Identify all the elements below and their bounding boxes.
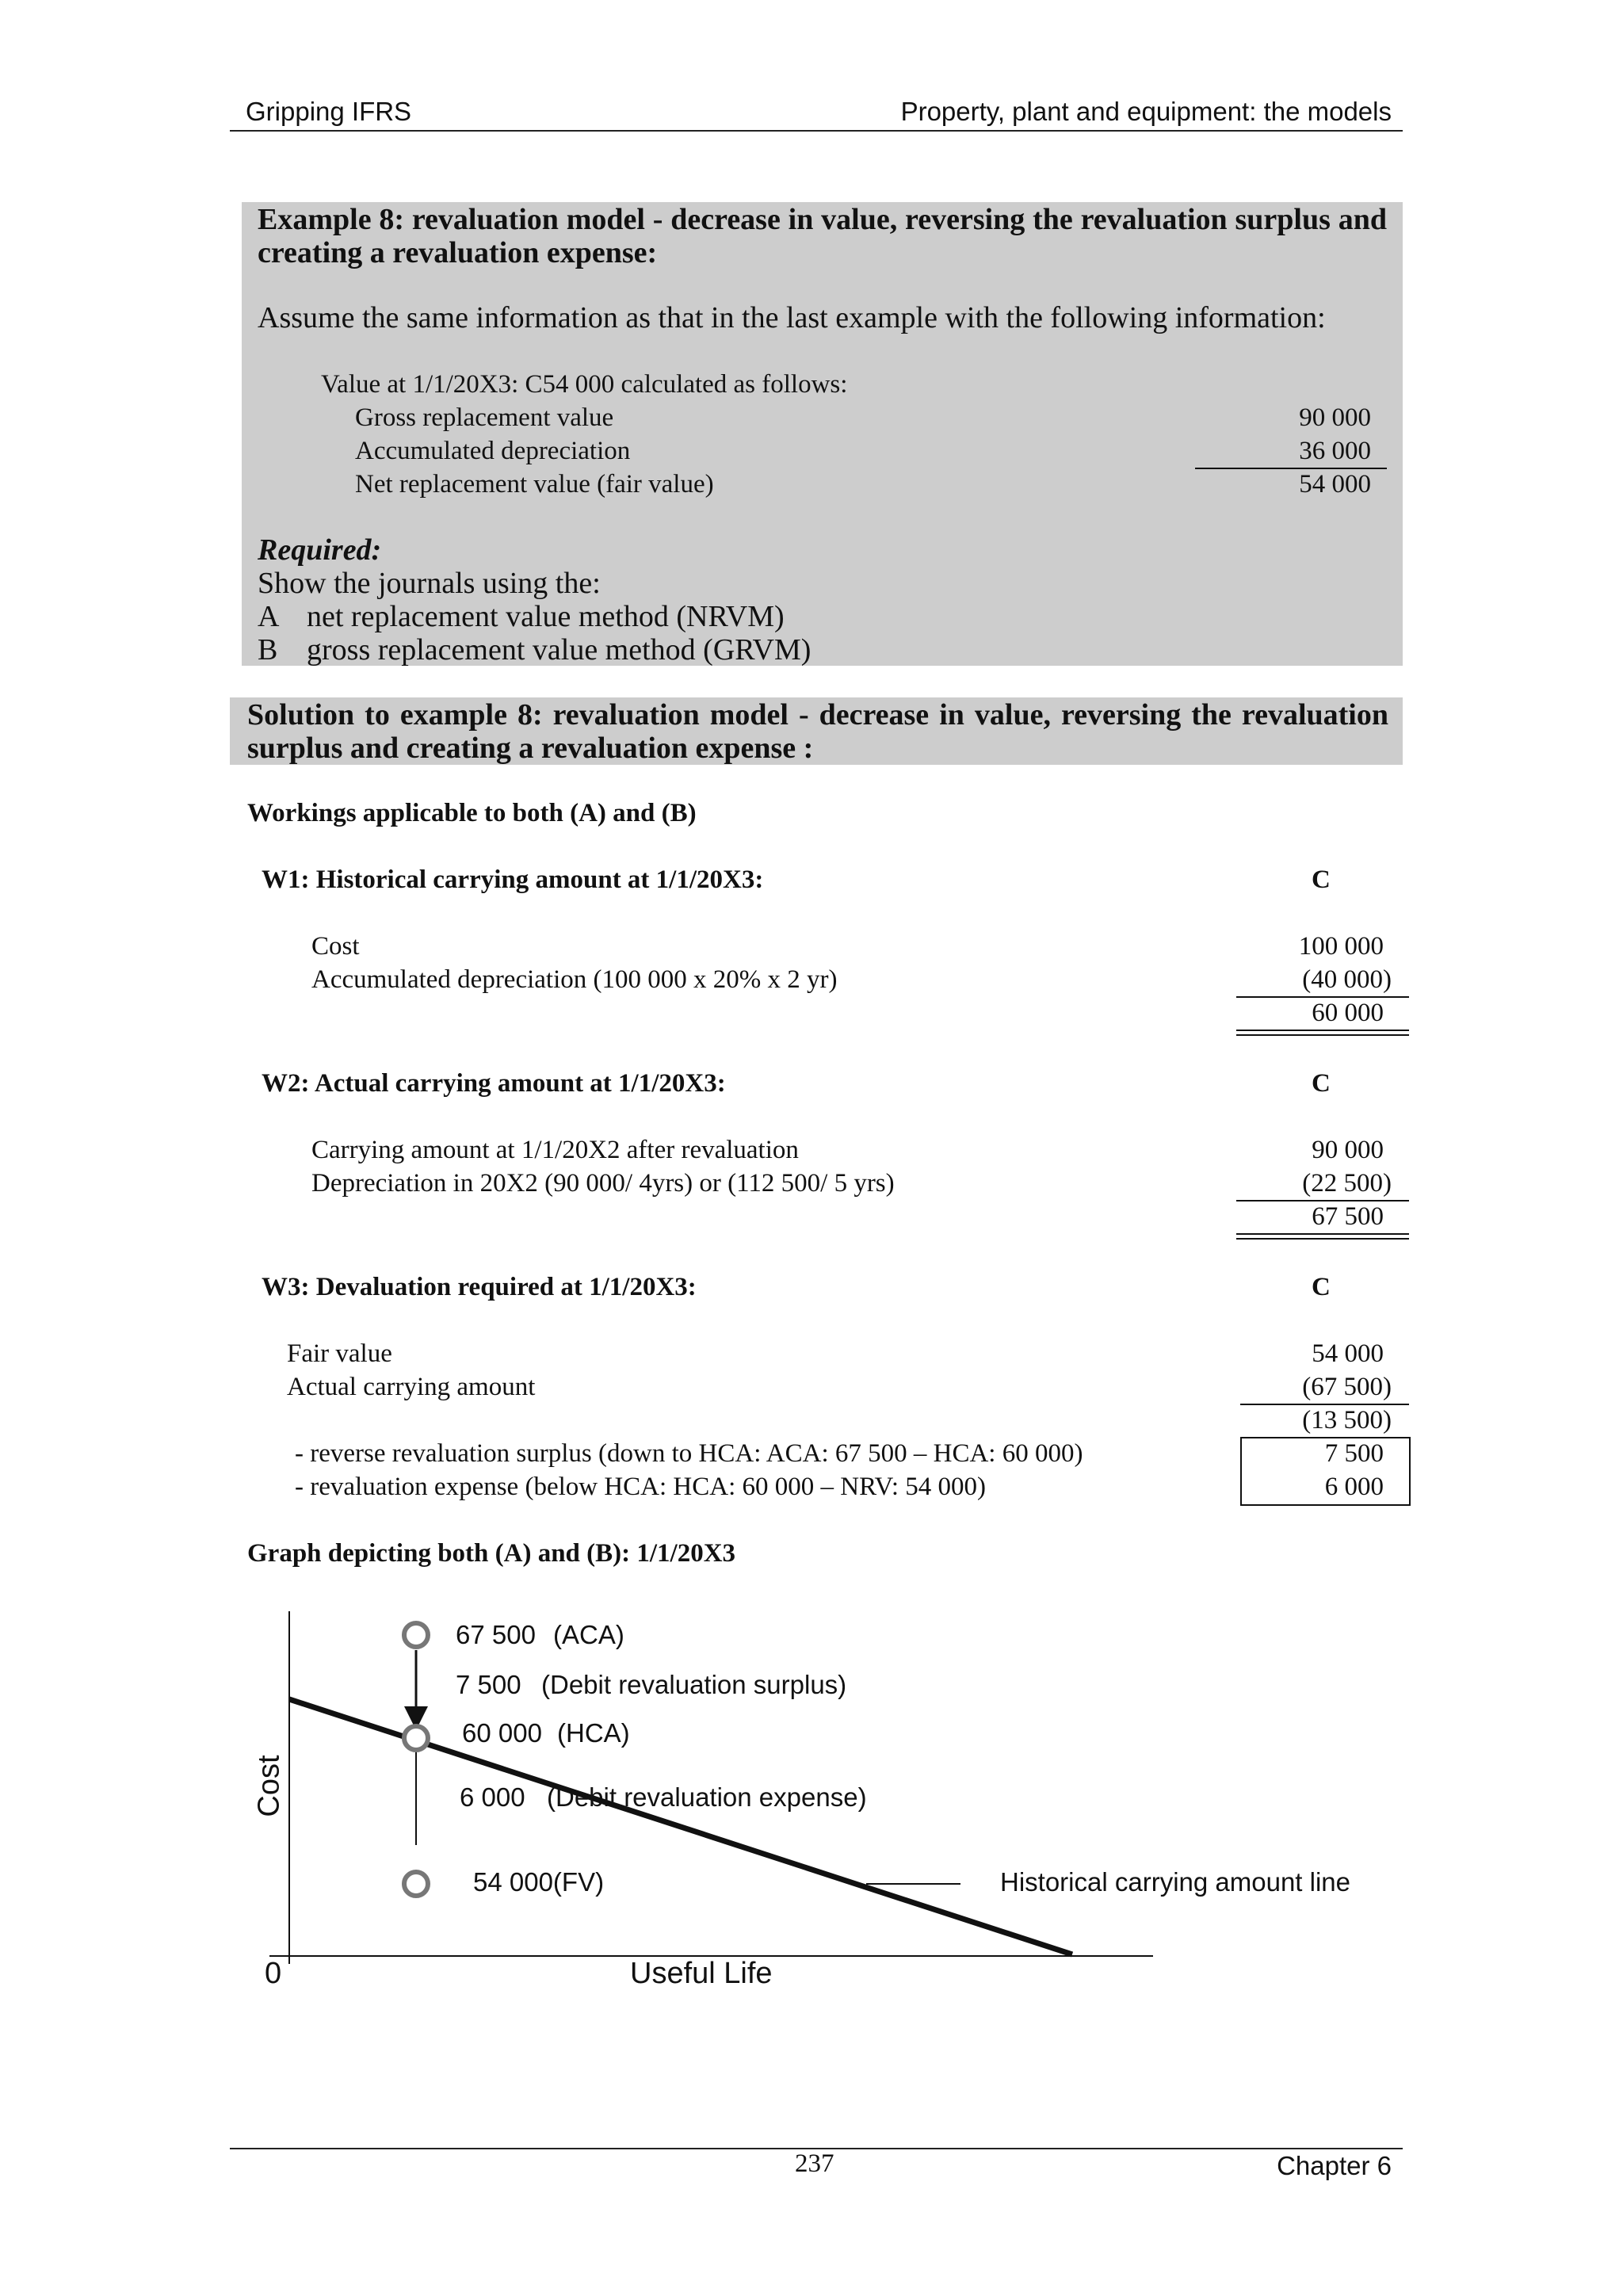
- w3-surplus-label: - reverse revaluation surplus (down to HCA: ACA: 67 500 – HCA: 60 000): [295, 1439, 1083, 1468]
- w2-carrying-label: Carrying amount at 1/1/20X2 after revaluation: [311, 1136, 799, 1164]
- w1-currency: C: [1312, 865, 1331, 894]
- gross-replacement-label: Gross replacement value: [355, 403, 614, 432]
- aca-value: 67 500: [456, 1620, 536, 1649]
- w3-total: (13 500): [1302, 1406, 1392, 1435]
- w3-currency: C: [1312, 1273, 1331, 1301]
- expense-value: 6 000: [460, 1782, 525, 1812]
- w2-depreciation-label: Depreciation in 20X2 (90 000/ 4yrs) or (112 500/ 5 yrs): [311, 1169, 895, 1198]
- w2-depreciation-value: (22 500): [1302, 1169, 1392, 1198]
- w1-heading: W1: Historical carrying amount at 1/1/20X3:: [262, 865, 764, 894]
- w3-expense-value: 6 000: [1324, 1473, 1384, 1501]
- w3-actual-carrying-label: Actual carrying amount: [287, 1373, 536, 1401]
- hca-value: 60 000: [462, 1718, 542, 1748]
- aca-label: (ACA): [553, 1620, 624, 1649]
- w2-carrying-value: 90 000: [1312, 1136, 1384, 1164]
- required-label: Required:: [258, 533, 382, 567]
- w1-total: 60 000: [1312, 999, 1384, 1027]
- w3-actual-carrying-value: (67 500): [1302, 1373, 1392, 1401]
- w2-total: 67 500: [1312, 1202, 1384, 1231]
- value-line: Value at 1/1/20X3: C54 000 calculated as follows:: [321, 370, 848, 399]
- accum-dep-label: Accumulated depreciation: [355, 437, 631, 465]
- required-text: Show the journals using the:: [258, 567, 601, 600]
- graph-heading: Graph depicting both (A) and (B): 1/1/20X3: [247, 1539, 736, 1568]
- w3-expense-label: - revaluation expense (below HCA: HCA: 60 000 – NRV: 54 000): [295, 1473, 987, 1501]
- surplus-label: (Debit revaluation surplus): [541, 1670, 847, 1699]
- line-label: Historical carrying amount line: [1000, 1867, 1351, 1897]
- fv-marker: [404, 1872, 428, 1896]
- fv-label: 54 000(FV): [473, 1867, 605, 1897]
- w2-currency: C: [1312, 1069, 1331, 1098]
- workings-heading: Workings applicable to both (A) and (B): [247, 799, 697, 827]
- hca-marker: [404, 1726, 428, 1750]
- y-axis-label: Cost: [252, 1755, 286, 1817]
- hca-label: (HCA): [557, 1718, 630, 1748]
- header-right: Property, plant and equipment: the models: [900, 97, 1392, 126]
- w1-cost-value: 100 000: [1298, 932, 1384, 961]
- expense-label: (Debit revaluation expense): [547, 1782, 867, 1812]
- example-title: Example 8: revaluation model - decrease in value, reversing the revaluation surplus and creating a revaluation expense:: [258, 203, 1387, 269]
- aca-marker: [404, 1623, 428, 1647]
- w1-cost-label: Cost: [311, 932, 360, 961]
- header-left: Gripping IFRS: [246, 97, 412, 126]
- option-b-text: gross replacement value method (GRVM): [307, 633, 812, 667]
- w2-heading: W2: Actual carrying amount at 1/1/20X3:: [262, 1069, 726, 1098]
- w1-accum-dep-label: Accumulated depreciation (100 000 x 20% x 2 yr): [311, 965, 838, 994]
- option-a-text: net replacement value method (NRVM): [307, 600, 785, 633]
- w3-surplus-value: 7 500: [1324, 1439, 1384, 1468]
- w1-accum-dep-value: (40 000): [1302, 965, 1392, 994]
- example-intro: Assume the same information as that in the last example with the following information:: [258, 301, 1326, 334]
- accum-dep-value: 36 000: [1299, 437, 1371, 465]
- net-replacement-label: Net replacement value (fair value): [355, 470, 714, 499]
- w3-fair-value-value: 54 000: [1312, 1339, 1384, 1368]
- footer-chapter: Chapter 6: [1277, 2151, 1392, 2180]
- solution-title: Solution to example 8: revaluation model - decrease in value, reversing the revaluation surplus and creating a revaluation expense :: [247, 698, 1388, 765]
- page-number: 237: [795, 2149, 834, 2178]
- net-replacement-value: 54 000: [1299, 470, 1371, 499]
- w3-fair-value-label: Fair value: [287, 1339, 392, 1368]
- origin-label: 0: [265, 1957, 282, 1990]
- gross-replacement-value: 90 000: [1299, 403, 1371, 432]
- surplus-value: 7 500: [456, 1670, 521, 1699]
- x-axis-label: Useful Life: [630, 1957, 773, 1990]
- option-b-letter: B: [258, 633, 278, 667]
- option-a-letter: A: [258, 600, 280, 633]
- w3-heading: W3: Devaluation required at 1/1/20X3:: [262, 1273, 697, 1301]
